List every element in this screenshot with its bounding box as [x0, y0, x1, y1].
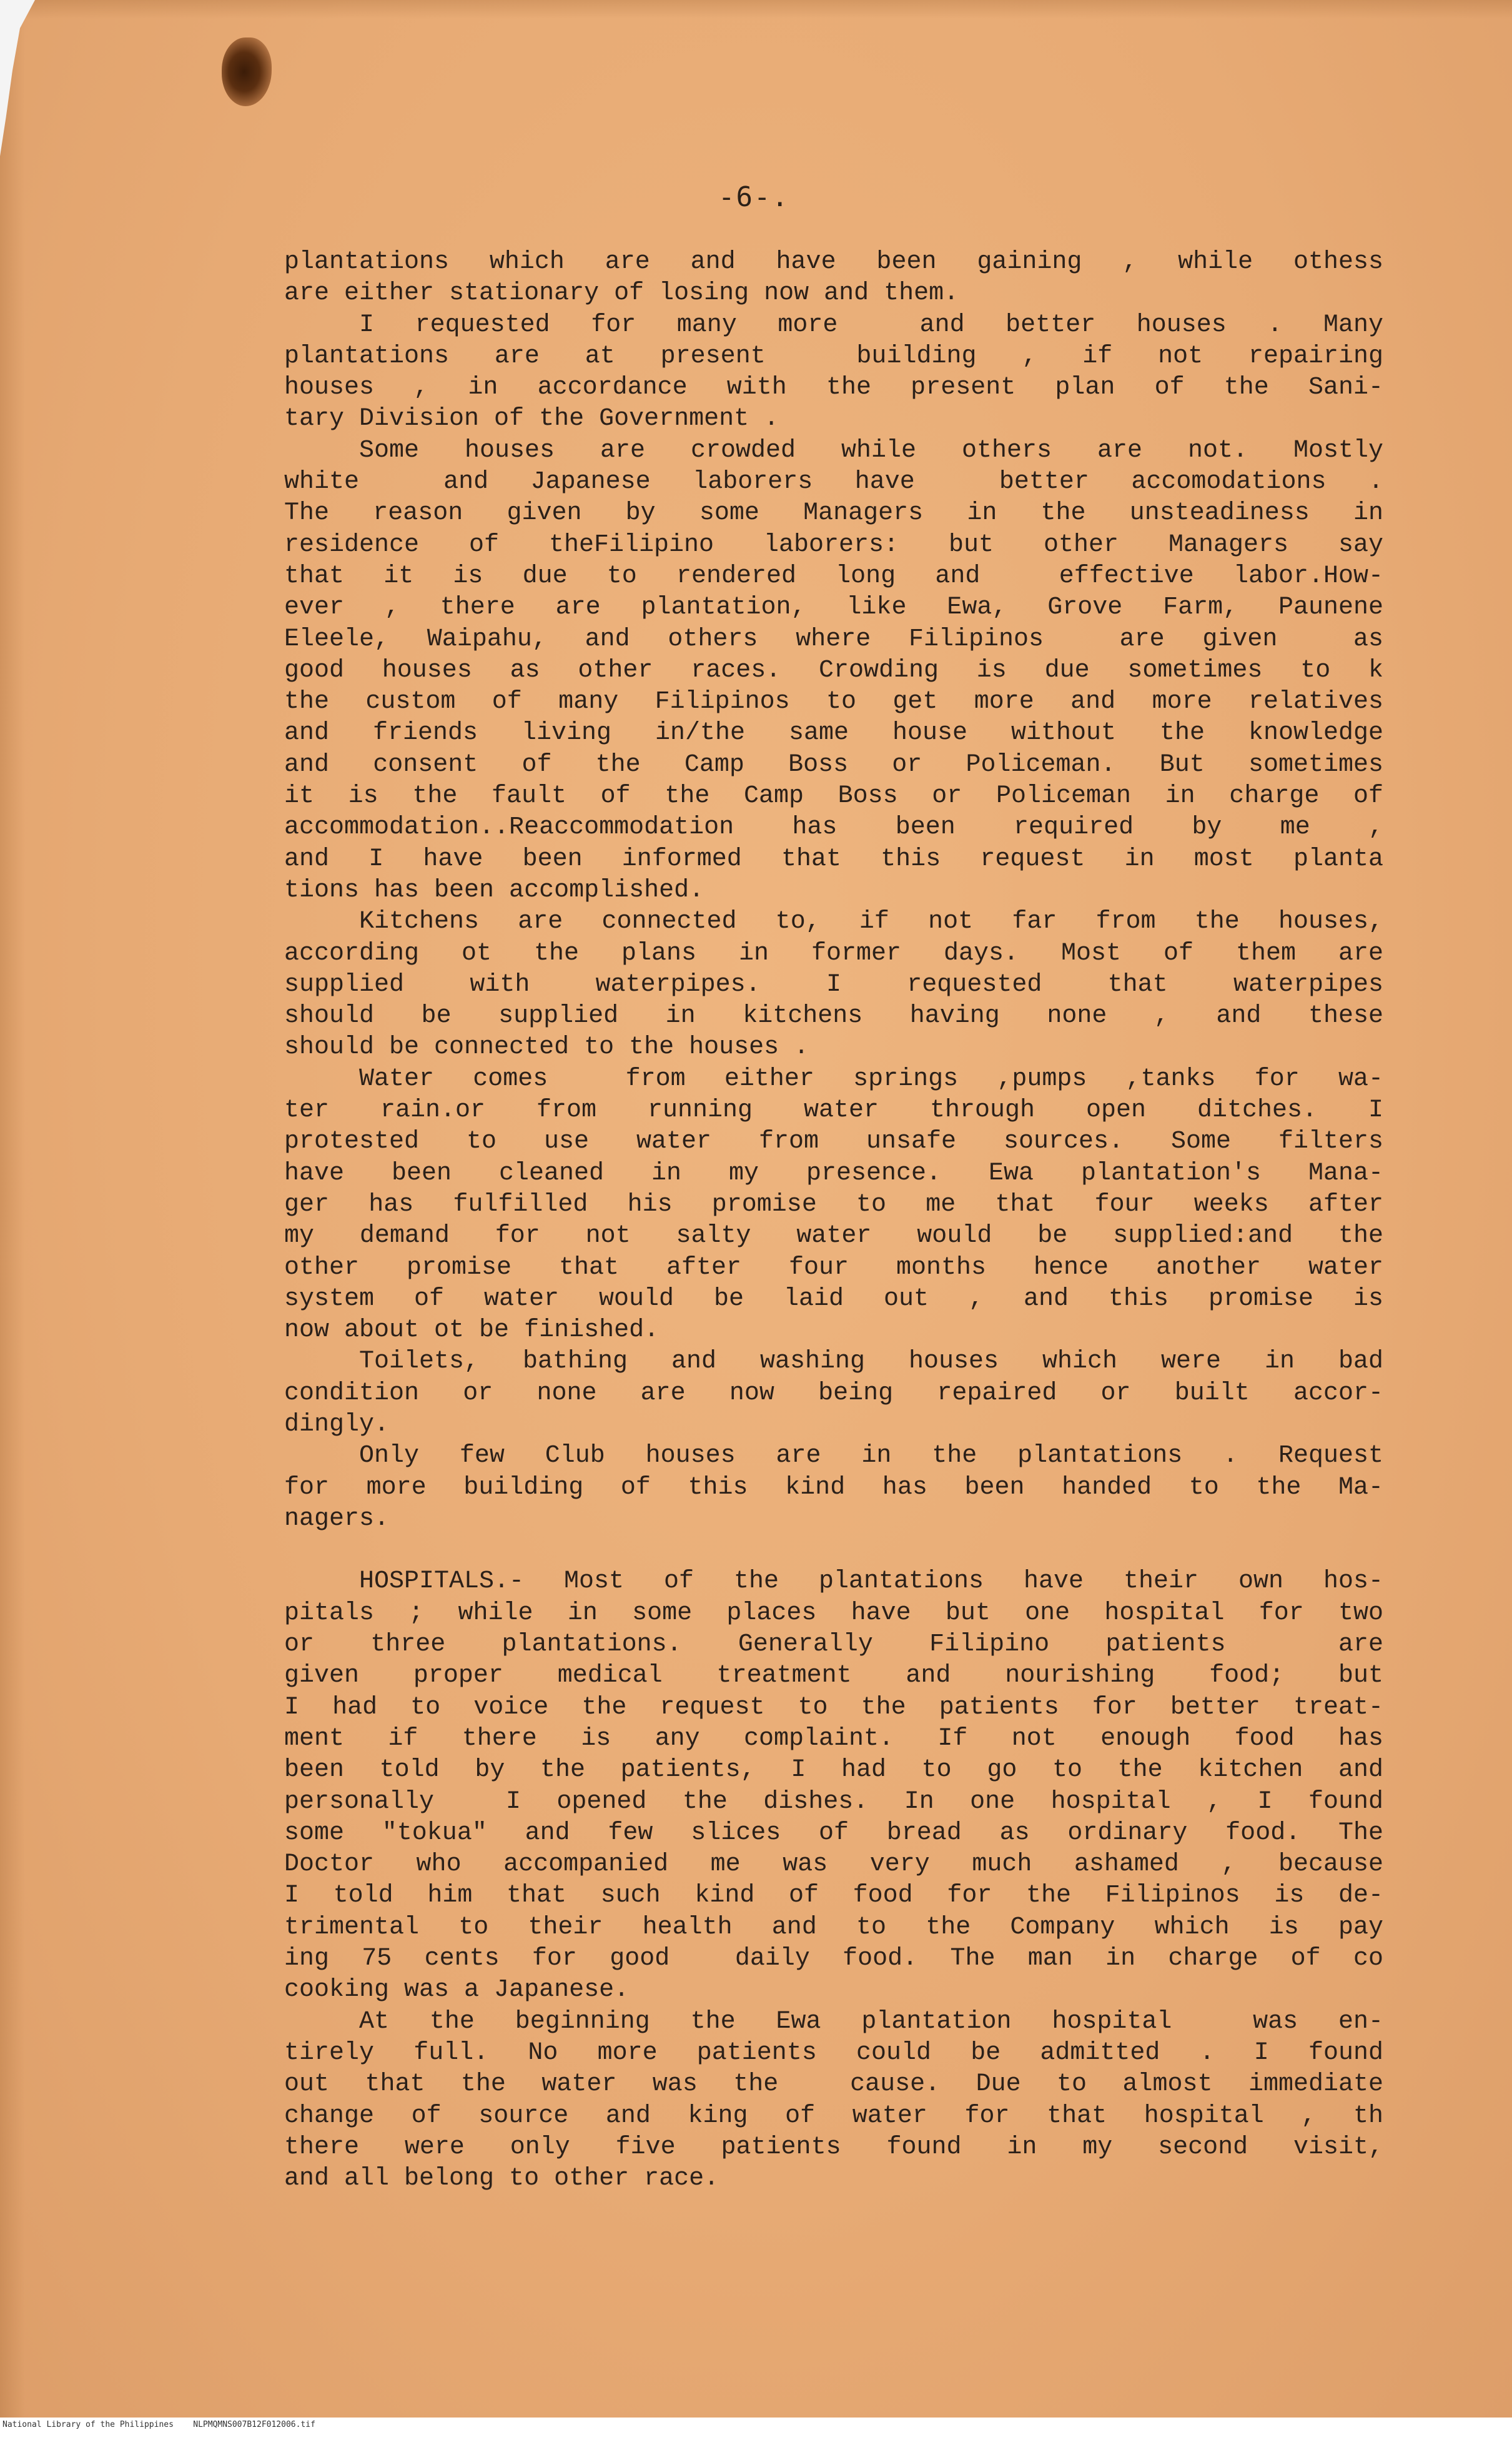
text-line: been told by the patients, I had to go to the kitchen and: [284, 1756, 1383, 1785]
text-line: tirely full. No more patients could be admitted . I found: [284, 2038, 1383, 2067]
text-line: have been cleaned in my presence. Ewa plantation's Mana-: [284, 1159, 1383, 1188]
text-line: HOSPITALS.- Most of the plantations have their own hos-: [359, 1567, 1383, 1596]
text-line: pitals ; while in some places have but one hospital for two: [284, 1599, 1383, 1627]
text-line: I requested for many more and better houses . Many: [359, 310, 1383, 339]
text-line: for more building of this kind has been handed to the Ma-: [284, 1473, 1383, 1502]
text-line: white and Japanese laborers have better accomodations .: [284, 468, 1383, 497]
text-line: Kitchens are connected to, if not far from the houses,: [359, 908, 1383, 936]
text-line: are either stationary of losing now and them.: [284, 279, 959, 308]
text-line: change of source and king of water for that hospital , th: [284, 2101, 1383, 2130]
text-line: personally I opened the dishes. In one hospital , I found: [284, 1787, 1383, 1816]
text-line: accommodation..Reaccommodation has been required by me ,: [284, 813, 1383, 842]
text-line: it is the fault of the Camp Boss or Policeman in charge of: [284, 782, 1383, 811]
page-number: -6-.: [718, 181, 789, 213]
text-line: plantations which are and have been gaining , while othess: [284, 248, 1383, 276]
text-line: given proper medical treatment and nourishing food; but: [284, 1662, 1383, 1690]
text-line: out that the water was the cause. Due to almost immediate: [284, 2070, 1383, 2099]
page-shadow-left: [0, 0, 25, 2418]
text-line: there were only five patients found in my second visit,: [284, 2133, 1383, 2161]
text-line: Doctor who accompanied me was very much ashamed , because: [284, 1850, 1383, 1879]
text-line: At the beginning the Ewa plantation hospital was en-: [359, 2007, 1383, 2036]
text-line: ment if there is any complaint. If not enough food has: [284, 1724, 1383, 1753]
text-line: nagers.: [284, 1504, 390, 1533]
text-line: good houses as other races. Crowding is due sometimes to k: [284, 656, 1383, 685]
blank-line: [284, 1535, 1383, 1566]
text-line: tary Division of the Government .: [284, 405, 779, 434]
text-line: now about ot be finished.: [284, 1316, 660, 1345]
text-line: condition or none are now being repaired or built accor-: [284, 1379, 1383, 1407]
text-line: my demand for not salty water would be supplied:and the: [284, 1222, 1383, 1251]
text-line: trimental to their health and to the Company which is pay: [284, 1913, 1383, 1942]
text-line: ter rain.or from running water through open ditches. I: [284, 1096, 1383, 1125]
page-shadow-top: [0, 0, 1512, 19]
text-line: should be connected to the houses .: [284, 1033, 809, 1062]
text-line: Toilets, bathing and washing houses which were in bad: [359, 1347, 1383, 1376]
text-line: some "tokua" and few slices of bread as ordinary food. The: [284, 1818, 1383, 1847]
text-line: Eleele, Waipahu, and others where Filipinos are given as: [284, 625, 1383, 653]
typed-body-text: [284, 247, 1383, 2195]
text-line: Water comes from either springs ,pumps ,tanks for wa-: [359, 1064, 1383, 1093]
text-line: I told him that such kind of food for the Filipinos is de-: [284, 1882, 1383, 1910]
text-line: the custom of many Filipinos to get more and more relatives: [284, 688, 1383, 717]
text-line: and consent of the Camp Boss or Policeman. But sometimes: [284, 750, 1383, 779]
text-line: supplied with waterpipes. I requested that waterpipes: [284, 970, 1383, 999]
text-line: according ot the plans in former days. Most of them are: [284, 939, 1383, 968]
text-line: residence of theFilipino laborers: but other Managers say: [284, 530, 1383, 559]
text-line: and friends living in/the same house without the knowledge: [284, 719, 1383, 748]
text-line: ever , there are plantation, like Ewa, Grove Farm, Paunene: [284, 593, 1383, 622]
text-line: houses , in accordance with the present plan of the Sani-: [284, 374, 1383, 402]
text-line: and I have been informed that this request in most planta: [284, 845, 1383, 873]
text-line: that it is due to rendered long and effective labor.How-: [284, 562, 1383, 590]
text-line: plantations are at present building , if not repairing: [284, 342, 1383, 370]
text-line: ger has fulfilled his promise to me that four weeks after: [284, 1190, 1383, 1219]
text-line: dingly.: [284, 1410, 390, 1439]
text-line: and all belong to other race.: [284, 2165, 719, 2193]
text-line: tions has been accomplished.: [284, 876, 704, 905]
text-line: I had to voice the request to the patients for better treat-: [284, 1693, 1383, 1722]
text-line: The reason given by some Managers in the unsteadiness in: [284, 499, 1383, 528]
scan-footer: National Library of the Philippines NLPMQMNS007B12F012006.tif: [2, 2420, 315, 2429]
text-line: other promise that after four months hence another water: [284, 1253, 1383, 1282]
text-line: should be supplied in kitchens having none , and these: [284, 1002, 1383, 1031]
text-line: ing 75 cents for good daily food. The man in charge of co: [284, 1945, 1383, 1973]
text-line: or three plantations. Generally Filipino patients are: [284, 1630, 1383, 1659]
text-line: cooking was a Japanese.: [284, 1976, 630, 2005]
text-line: system of water would be laid out , and this promise is: [284, 1284, 1383, 1313]
text-line: Some houses are crowded while others are not. Mostly: [359, 436, 1383, 465]
text-line: protested to use water from unsafe sources. Some filters: [284, 1128, 1383, 1156]
text-line: Only few Club houses are in the plantations . Request: [359, 1442, 1383, 1470]
